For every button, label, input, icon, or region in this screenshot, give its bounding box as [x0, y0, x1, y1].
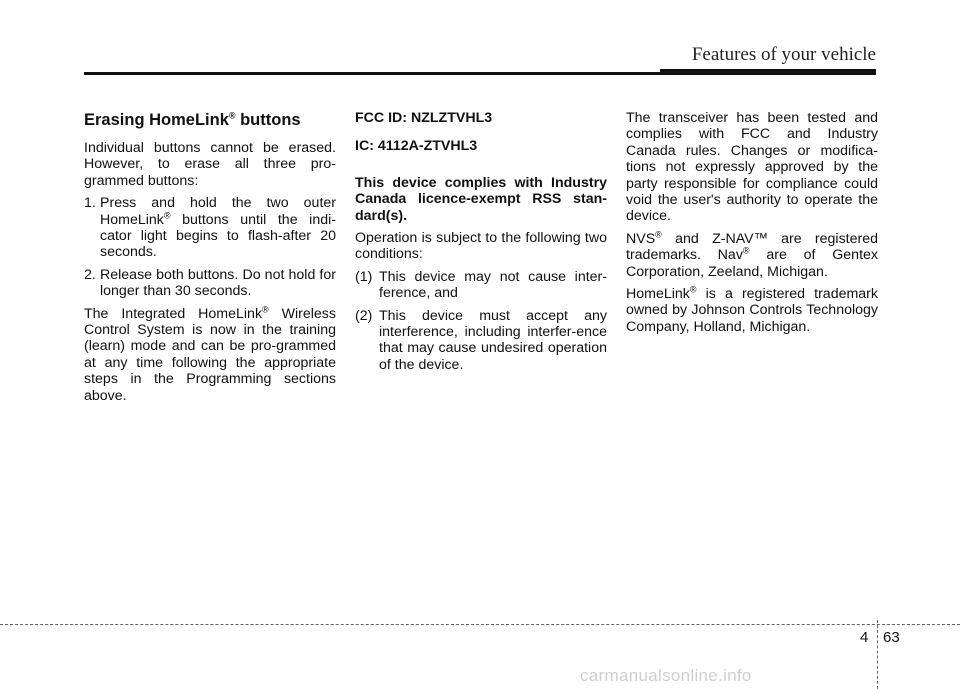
homelink-a: HomeLink — [626, 286, 690, 303]
registered-mark: ® — [163, 209, 171, 220]
footer-rule — [0, 624, 960, 625]
registered-mark: ® — [655, 229, 662, 240]
column-left — [84, 110, 336, 410]
transceiver-paragraph: The transceiver has been tested and complies with FCC and Industry Canada rules. Changes or modifica-tions not expressly approved by the party responsible for compliance could void the user's authority to operate the device. — [626, 110, 878, 225]
heading-tail: buttons — [235, 111, 301, 129]
registered-mark: ® — [262, 303, 269, 314]
registered-mark: ® — [689, 284, 697, 295]
condition-text: This device must accept any interference, including interfer-ence that may cause undesired operation of the device. — [379, 307, 607, 373]
page-number: 63 — [883, 629, 900, 646]
step-item — [84, 195, 336, 261]
heading-text: Erasing HomeLink — [84, 111, 229, 129]
outro-paragraph — [84, 303, 336, 404]
nvs-c: are of Gentex Corporation, Zeeland, Michigan. — [626, 247, 878, 280]
watermark: carmanualsonline.info — [580, 666, 752, 685]
compliance-statement: This device complies with Industry Canada licence-exempt RSS stan-dard(s). — [355, 174, 607, 224]
condition-number: (1) — [355, 268, 373, 285]
footer-divider — [877, 620, 878, 689]
operation-statement: Operation is subject to the following two conditions: — [355, 230, 607, 263]
step-text-a: Press and hold the two outer HomeLink — [100, 195, 336, 228]
step-item — [84, 267, 336, 300]
header-rule-accent — [660, 69, 876, 75]
step-number: 1. — [84, 195, 96, 212]
column-middle — [355, 110, 607, 379]
chapter-number: 4 — [860, 629, 869, 646]
ic-id: IC: 4112A-ZTVHL3 — [355, 138, 478, 155]
step-text: Release both buttons. Do not hold for longer than 30 seconds. — [100, 266, 336, 300]
nvs-a: NVS — [626, 230, 656, 247]
step-text-b: buttons until the indi-cator light begins to flash-after 20 seconds. — [100, 211, 336, 261]
homelink-paragraph — [626, 286, 878, 335]
column-right — [626, 110, 878, 341]
homelink-b: is a registered trademark owned by Johnson Controls Technology Company, Holland, Michigan. — [626, 286, 878, 335]
registered-mark: ® — [742, 245, 750, 256]
step-text — [100, 195, 336, 261]
trademark-paragraph — [626, 231, 878, 280]
condition-item — [355, 308, 607, 374]
intro-paragraph: Individual buttons cannot be erased. However, to erase all three pro-grammed buttons: — [84, 140, 336, 189]
section-heading — [84, 110, 336, 130]
condition-text: This device may not cause inter-ference, and — [379, 268, 607, 302]
nvs-b: and Z-NAV™ are registered trademarks. Nav — [626, 230, 878, 264]
condition-number: (2) — [355, 307, 373, 324]
outro-b: Wireless Control System is now in the training (learn) mode and can be pro-grammed at any time following the appropriate steps in the Programming sections above. — [84, 305, 336, 404]
step-number: 2. — [84, 266, 96, 283]
header-title: Features of your vehicle — [691, 44, 876, 65]
fcc-id: FCC ID: NZLZTVHL3 — [355, 110, 493, 126]
condition-item — [355, 269, 607, 302]
outro-a: The Integrated HomeLink — [84, 305, 263, 322]
registered-mark: ® — [228, 110, 236, 121]
